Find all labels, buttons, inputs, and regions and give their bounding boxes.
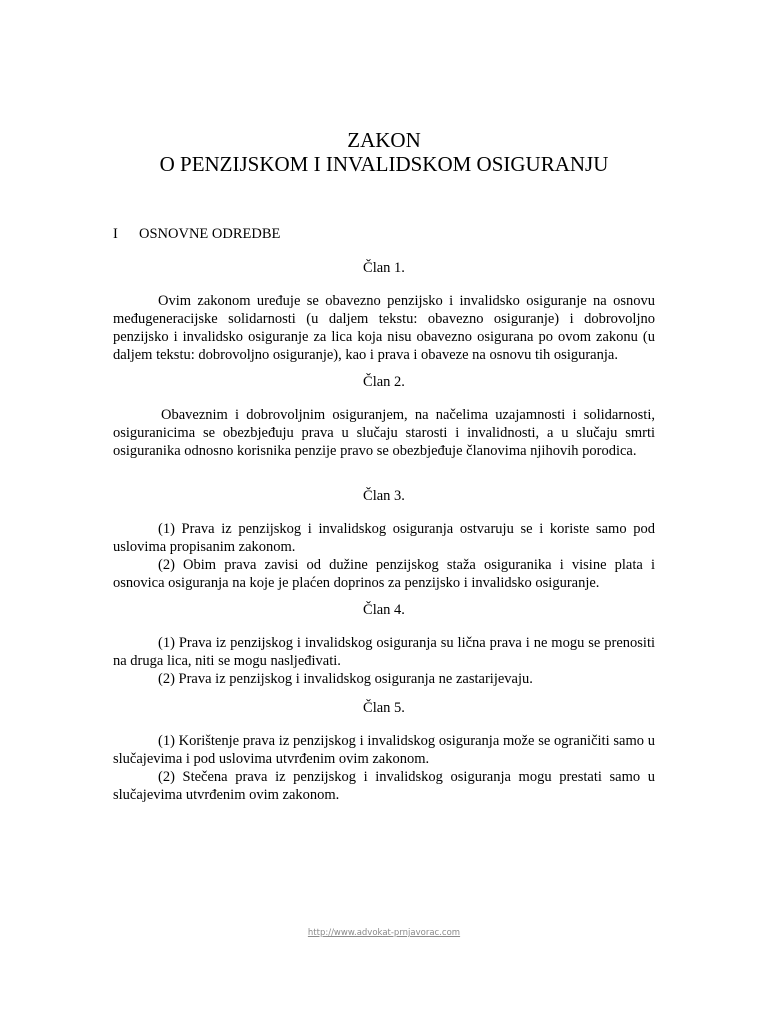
article-paragraph: Ovim zakonom uređuje se obavezno penzijsko i invalidsko osiguranje na osnovu međugeneracijske solidarnosti (u daljem tekstu: obavezno osiguranje) i dobrovoljno penzijsko i invalidsko osiguranje za lica koja nisu obavezno osigurana po ovom zakonu (u daljem tekstu: dobrovoljno osiguranje), kao i prava i obaveze na osnovu tih osiguranja. — [113, 293, 655, 363]
article-title: Član 3. — [363, 488, 405, 504]
title-line-1: ZAKON — [347, 128, 421, 152]
article-1 — [113, 259, 655, 364]
section-number: I — [113, 226, 118, 242]
article-paragraph: (1) Prava iz penzijskog i invalidskog osiguranja su lična prava i ne mogu se prenositi na druga lica, niti se mogu nasljeđivati. — [113, 635, 655, 669]
article-4 — [113, 601, 655, 688]
section-title: OSNOVNE ODREDBE — [139, 226, 281, 242]
article-5 — [113, 699, 655, 804]
article-paragraph: (1) Prava iz penzijskog i invalidskog osiguranja ostvaruju se i koriste samo pod uslovima propisanim zakonom. — [113, 521, 655, 555]
article-title: Član 5. — [363, 700, 405, 716]
article-paragraph: (1) Korištenje prava iz penzijskog i invalidskog osiguranja može se ograničiti samo u slučajevima i pod uslovima utvrđenim ovim zakonom. — [113, 733, 655, 767]
article-3 — [113, 487, 655, 592]
article-2 — [113, 373, 655, 460]
section-heading — [113, 225, 280, 243]
article-paragraph: Obaveznim i dobrovoljnim osiguranjem, na načelima uzajamnosti i solidarnosti, osiguranicima se obezbjeđuju prava u slučaju starosti i invalidnosti, a u slučaju smrti osiguranika odnosno korisnika penzije pravo se obezbjeđuje članovima njihovih porodica. — [113, 407, 655, 459]
article-paragraph: (2) Stečena prava iz penzijskog i invalidskog osiguranja mogu prestati samo u slučajevima utvrđenim ovim zakonom. — [113, 769, 655, 803]
article-title: Član 4. — [363, 602, 405, 618]
article-title: Član 2. — [363, 374, 405, 390]
document-title — [0, 128, 768, 176]
article-paragraph: (2) Obim prava zavisi od dužine penzijskog staža osiguranika i visine plata i osnovica osiguranja na koje je plaćen doprinos za penzijsko i invalidsko osiguranje. — [113, 557, 655, 591]
title-line-2: O PENZIJSKOM I INVALIDSKOM OSIGURANJU — [159, 152, 609, 176]
article-title: Član 1. — [363, 260, 405, 276]
footer-link[interactable]: http://www.advokat-prnjavorac.com — [307, 928, 461, 938]
article-paragraph: (2) Prava iz penzijskog i invalidskog osiguranja ne zastarijevaju. — [158, 671, 533, 687]
